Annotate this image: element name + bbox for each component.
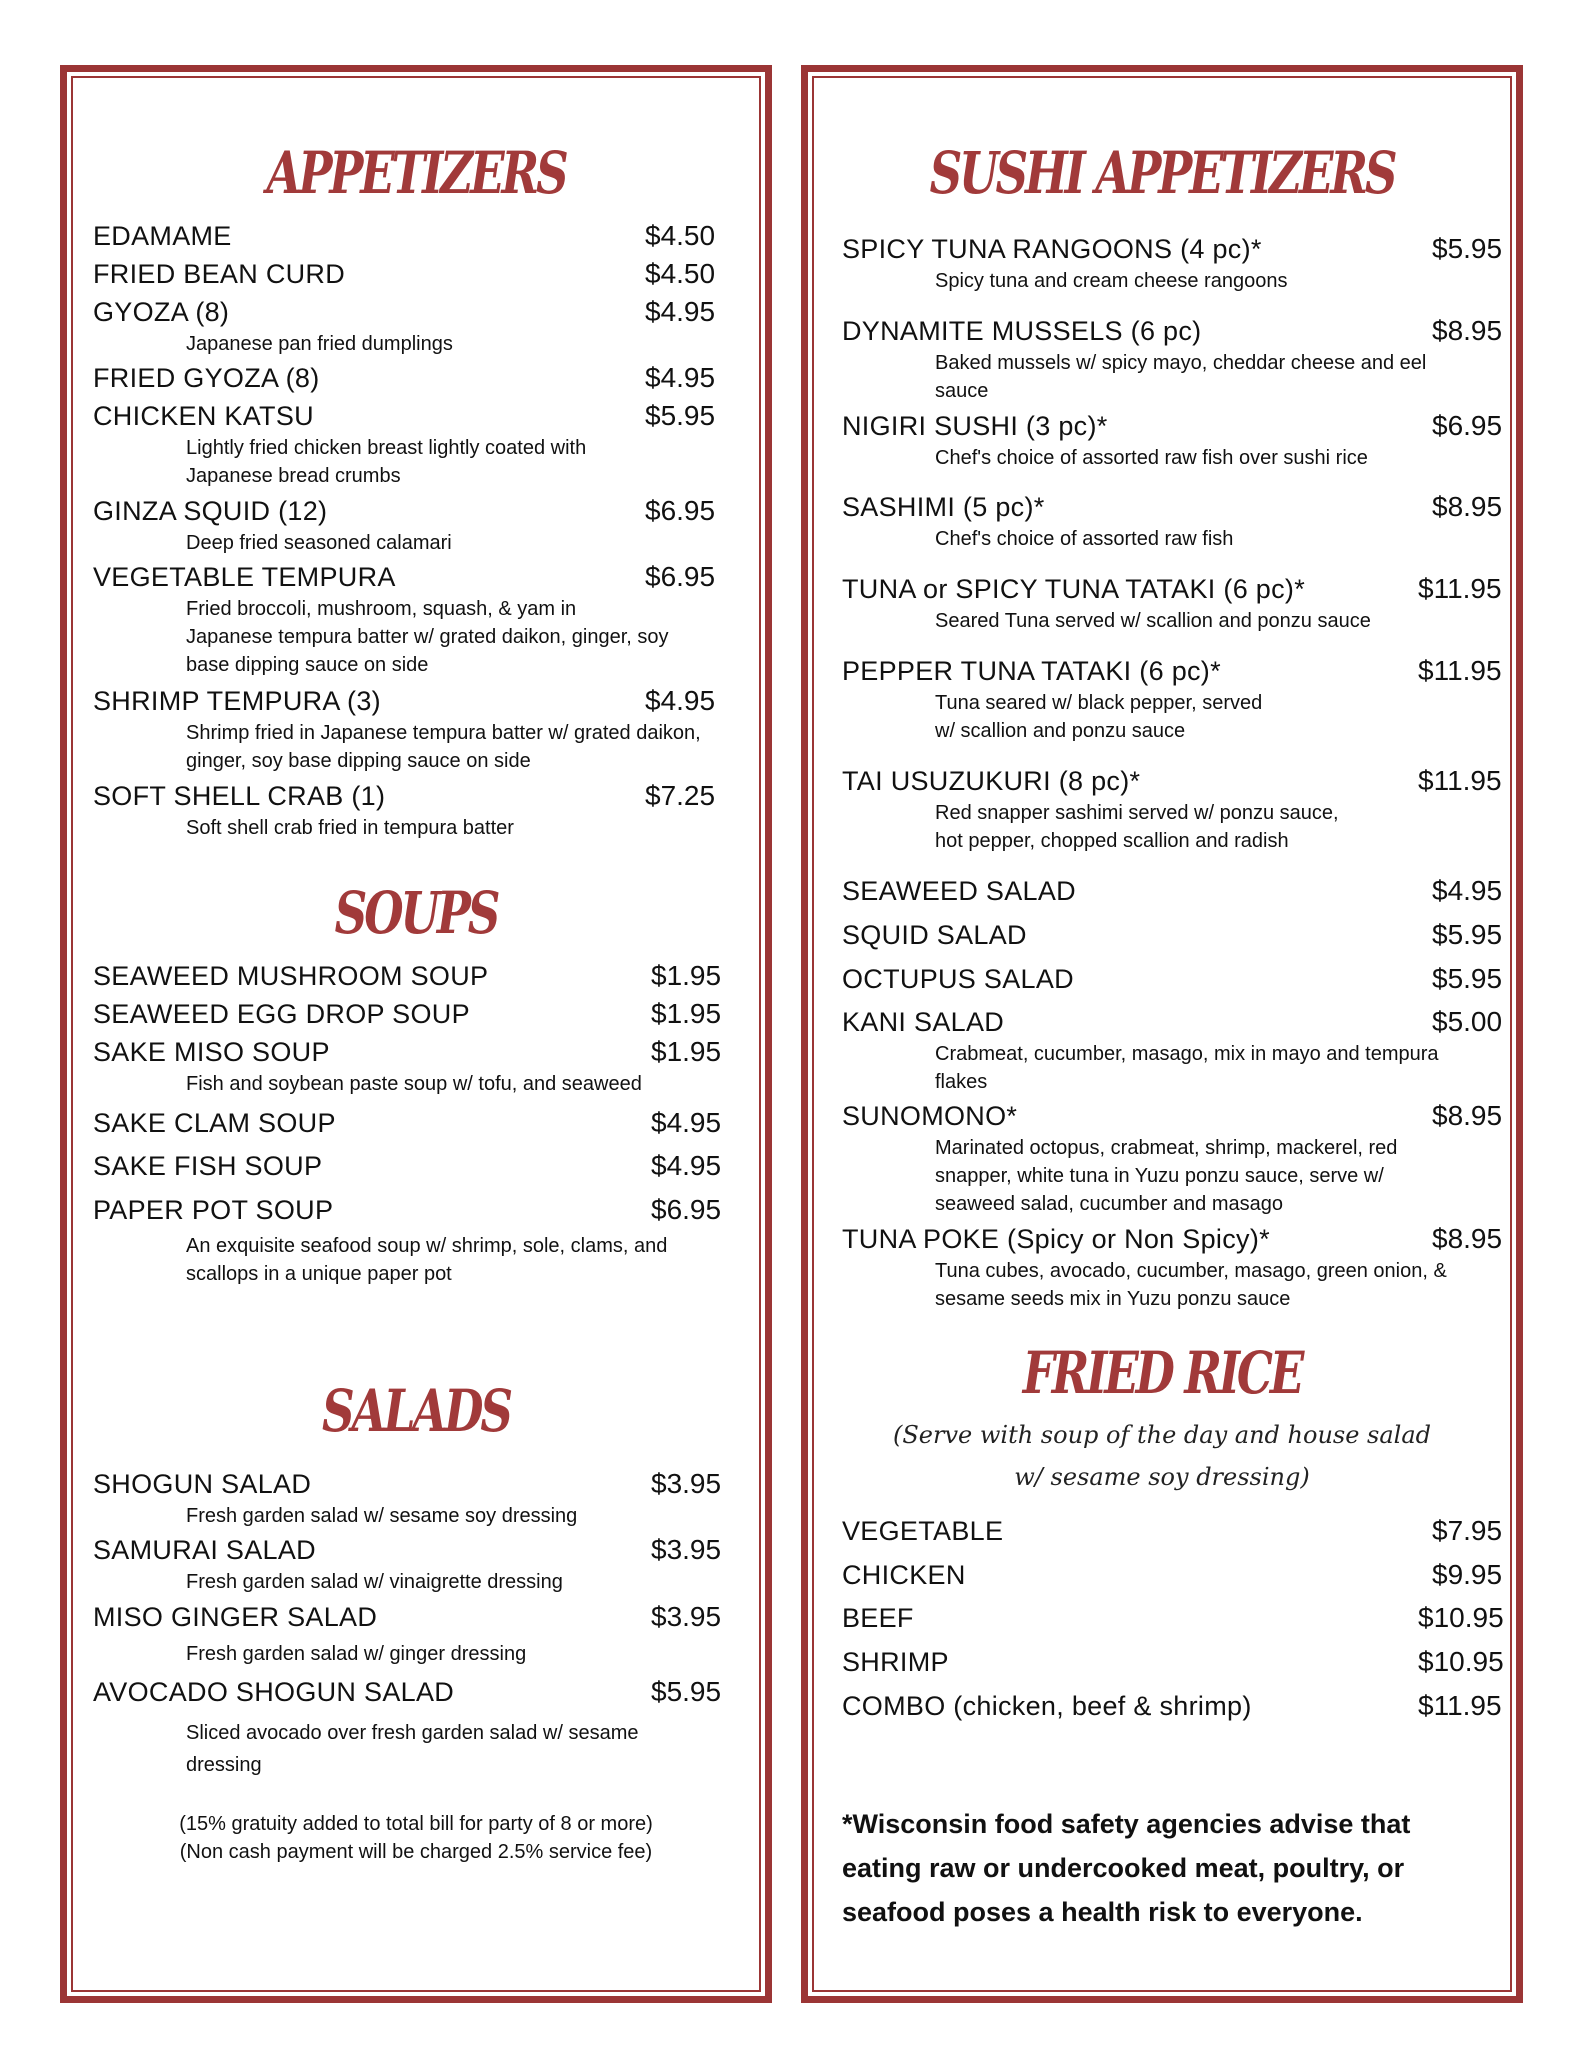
- item-price: $6.95: [651, 1194, 722, 1225]
- item-price: $5.95: [651, 1676, 722, 1707]
- item-price: $4.50: [645, 220, 716, 251]
- item-price: $3.95: [651, 1534, 722, 1565]
- menu-item: [93, 257, 753, 297]
- item-name: SHRIMP TEMPURA (3): [93, 686, 381, 716]
- item-name: DYNAMITE MUSSELS (6 pc): [842, 316, 1202, 346]
- item-price: $6.95: [645, 561, 716, 592]
- item-price: $6.95: [1432, 410, 1503, 441]
- item-description: Sliced avocado over fresh garden salad w/ sesame dressing: [186, 1722, 639, 1776]
- item-price: $5.95: [1432, 919, 1503, 950]
- item-price: $11.95: [1418, 573, 1502, 604]
- item-description: Chef's choice of assorted raw fish over sushi rice: [935, 447, 1368, 469]
- item-price: $11.95: [1418, 655, 1502, 686]
- item-name: SAKE FISH SOUP: [93, 1151, 323, 1181]
- item-name: AVOCADO SHOGUN SALAD: [93, 1677, 455, 1707]
- item-description: Spicy tuna and cream cheese rangoons: [935, 270, 1288, 292]
- sushi-appetizers-heading: SUSHI APPETIZERS: [929, 139, 1395, 207]
- item-name: MISO GINGER SALAD: [93, 1602, 378, 1632]
- item-description: Tuna seared w/ black pepper, served w/ scallion and ponzu sauce: [935, 692, 1263, 742]
- menu-item: [93, 1149, 753, 1189]
- item-name: SHOGUN SALAD: [93, 1469, 312, 1499]
- item-name: SPICY TUNA RANGOONS (4 pc)*: [842, 234, 1262, 264]
- menu-item: [93, 560, 753, 600]
- item-name: SAKE CLAM SOUP: [93, 1108, 336, 1138]
- menu-item: [842, 654, 1502, 694]
- menu-item: [93, 219, 753, 259]
- item-name: FRIED BEAN CURD: [93, 259, 346, 289]
- item-price: $1.95: [651, 998, 722, 1029]
- menu-item: [842, 1222, 1502, 1262]
- item-description: Fried broccoli, mushroom, squash, & yam in Japanese tempura batter w/ grated daikon, ginger, soy base dipping sauce on side: [186, 598, 669, 676]
- item-name: EDAMAME: [93, 221, 232, 251]
- item-description: Red snapper sashimi served w/ ponzu sauce, hot pepper, chopped scallion and radish: [935, 802, 1339, 852]
- item-description: Crabmeat, cucumber, masago, mix in mayo and tempura flakes: [935, 1043, 1439, 1093]
- menu-item: [842, 1514, 1502, 1554]
- item-price: $4.95: [645, 685, 716, 716]
- item-name: SHRIMP: [842, 1647, 949, 1677]
- item-name: GYOZA (8): [93, 297, 230, 327]
- item-name: TUNA or SPICY TUNA TATAKI (6 pc)*: [842, 574, 1306, 604]
- menu-item: [93, 494, 753, 534]
- item-price: $3.95: [651, 1468, 722, 1499]
- menu-item: [842, 764, 1502, 804]
- item-name: VEGETABLE TEMPURA: [93, 562, 396, 592]
- item-price: $7.95: [1432, 1515, 1503, 1546]
- item-price: $11.95: [1418, 765, 1502, 796]
- item-name: SAMURAI SALAD: [93, 1535, 316, 1565]
- menu-item: [842, 1099, 1502, 1139]
- menu-panel-right: [801, 65, 1523, 2003]
- item-name: COMBO (chicken, beef & shrimp): [842, 1691, 1252, 1721]
- item-name: SOFT SHELL CRAB (1): [93, 781, 386, 811]
- item-price: $11.95: [1418, 1690, 1502, 1721]
- item-name: GINZA SQUID (12): [93, 496, 328, 526]
- item-price: $5.95: [1432, 963, 1503, 994]
- item-name: BEEF: [842, 1603, 914, 1633]
- fried-rice-heading: FRIED RICE: [1022, 1339, 1302, 1407]
- menu-item: [842, 1601, 1502, 1641]
- item-name: SEAWEED MUSHROOM SOUP: [93, 961, 489, 991]
- item-price: $10.95: [1418, 1646, 1504, 1677]
- item-name: SASHIMI (5 pc)*: [842, 492, 1045, 522]
- menu-item: [93, 1035, 753, 1075]
- menu-item: [842, 1689, 1502, 1729]
- item-price: $5.00: [1432, 1006, 1503, 1037]
- menu-item: [93, 1533, 753, 1573]
- item-name: NIGIRI SUSHI (3 pc)*: [842, 411, 1108, 441]
- menu-item: [93, 295, 753, 335]
- item-price: $5.95: [1432, 233, 1503, 264]
- menu-item: [842, 490, 1502, 530]
- menu-item: [93, 779, 753, 819]
- item-price: $4.95: [651, 1107, 722, 1138]
- item-price: $8.95: [1432, 315, 1503, 346]
- item-description: Lightly fried chicken breast lightly coated with Japanese bread crumbs: [186, 437, 587, 487]
- item-name: PEPPER TUNA TATAKI (6 pc)*: [842, 656, 1221, 686]
- item-name: FRIED GYOZA (8): [93, 363, 320, 393]
- menu-item: [93, 1600, 753, 1640]
- menu-item: [842, 314, 1502, 354]
- item-price: $4.95: [645, 296, 716, 327]
- item-price: $3.95: [651, 1601, 722, 1632]
- item-name: TUNA POKE (Spicy or Non Spicy)*: [842, 1224, 1270, 1254]
- item-name: SUNOMONO*: [842, 1101, 1018, 1131]
- item-description: Fresh garden salad w/ ginger dressing: [186, 1643, 527, 1665]
- item-description: Seared Tuna served w/ scallion and ponzu sauce: [935, 610, 1371, 632]
- item-description: Fresh garden salad w/ sesame soy dressing: [186, 1505, 578, 1527]
- soups-heading: SOUPS: [334, 879, 498, 947]
- item-name: SAKE MISO SOUP: [93, 1037, 330, 1067]
- item-price: $4.50: [645, 258, 716, 289]
- item-description: Shrimp fried in Japanese tempura batter w/ grated daikon, ginger, soy base dipping sauce on side: [186, 722, 701, 772]
- fried-rice-subtitle-line-1: (Serve with soup of the day and house salad: [892, 1421, 1432, 1449]
- item-name: PAPER POT SOUP: [93, 1195, 334, 1225]
- menu-item: [93, 684, 753, 724]
- menu-item: [842, 1645, 1502, 1685]
- item-description: Japanese pan fried dumplings: [186, 333, 453, 355]
- menu-item: [842, 1005, 1502, 1045]
- item-price: $4.95: [1432, 875, 1503, 906]
- item-price: $5.95: [645, 400, 716, 431]
- menu-item: [93, 997, 753, 1037]
- item-price: $1.95: [651, 960, 722, 991]
- item-price: $7.25: [645, 780, 716, 811]
- item-description: Deep fried seasoned calamari: [186, 532, 452, 554]
- item-price: $10.95: [1418, 1602, 1504, 1633]
- item-description: Fresh garden salad w/ vinaigrette dressing: [186, 1571, 563, 1593]
- menu-item: [842, 962, 1502, 1002]
- item-price: $1.95: [651, 1036, 722, 1067]
- item-price: $6.95: [645, 495, 716, 526]
- menu-panel-left: [60, 65, 772, 2003]
- fried-rice-subtitle-line-2: w/ sesame soy dressing): [1014, 1463, 1310, 1491]
- item-name: SEAWEED EGG DROP SOUP: [93, 999, 470, 1029]
- menu-item: [842, 918, 1502, 958]
- menu-item: [93, 1467, 753, 1507]
- menu-item: [842, 874, 1502, 914]
- gratuity-note: (15% gratuity added to total bill for party of 8 or more): [179, 1813, 653, 1835]
- item-price: $8.95: [1432, 1100, 1503, 1131]
- item-name: KANI SALAD: [842, 1007, 1005, 1037]
- item-description: Chef's choice of assorted raw fish: [935, 528, 1234, 550]
- menu-item: [842, 232, 1502, 272]
- salads-heading: SALADS: [322, 1377, 510, 1445]
- item-name: CHICKEN: [842, 1560, 966, 1590]
- item-name: CHICKEN KATSU: [93, 401, 314, 431]
- item-description: Soft shell crab fried in tempura batter: [186, 817, 514, 839]
- item-name: SQUID SALAD: [842, 920, 1027, 950]
- item-description: An exquisite seafood soup w/ shrimp, sole, clams, and scallops in a unique paper pot: [186, 1235, 668, 1285]
- item-description: Marinated octopus, crabmeat, shrimp, mackerel, red snapper, white tuna in Yuzu ponzu sauce, serve w/ seaweed salad, cucumber and masago: [935, 1137, 1398, 1215]
- item-name: VEGETABLE: [842, 1516, 1004, 1546]
- menu-item: [842, 409, 1502, 449]
- menu-item: [93, 361, 753, 401]
- menu-item: [842, 572, 1502, 612]
- item-name: SEAWEED SALAD: [842, 876, 1076, 906]
- appetizers-heading: APPETIZERS: [266, 139, 566, 207]
- item-price: $8.95: [1432, 1223, 1503, 1254]
- menu-item: [93, 399, 753, 439]
- menu-item: [93, 1675, 753, 1715]
- item-price: $4.95: [645, 362, 716, 393]
- item-description: Tuna cubes, avocado, cucumber, masago, green onion, & sesame seeds mix in Yuzu ponzu sauce: [935, 1260, 1447, 1310]
- item-name: TAI USUZUKURI (8 pc)*: [842, 766, 1141, 796]
- service-fee-note: (Non cash payment will be charged 2.5% service fee): [179, 1841, 653, 1863]
- menu-item: [842, 1558, 1502, 1598]
- food-safety-warning: *Wisconsin food safety agencies advise that eating raw or undercooked meat, poultry, or seafood poses a health risk to everyone.: [842, 1809, 1411, 1927]
- menu-item: [93, 1193, 753, 1233]
- item-description: Fish and soybean paste soup w/ tofu, and seaweed: [186, 1073, 642, 1095]
- item-price: $8.95: [1432, 491, 1503, 522]
- item-name: OCTUPUS SALAD: [842, 964, 1074, 994]
- item-price: $9.95: [1432, 1559, 1503, 1590]
- item-price: $4.95: [651, 1150, 722, 1181]
- menu-item: [93, 959, 753, 999]
- item-description: Baked mussels w/ spicy mayo, cheddar cheese and eel sauce: [935, 352, 1427, 402]
- menu-item: [93, 1106, 753, 1146]
